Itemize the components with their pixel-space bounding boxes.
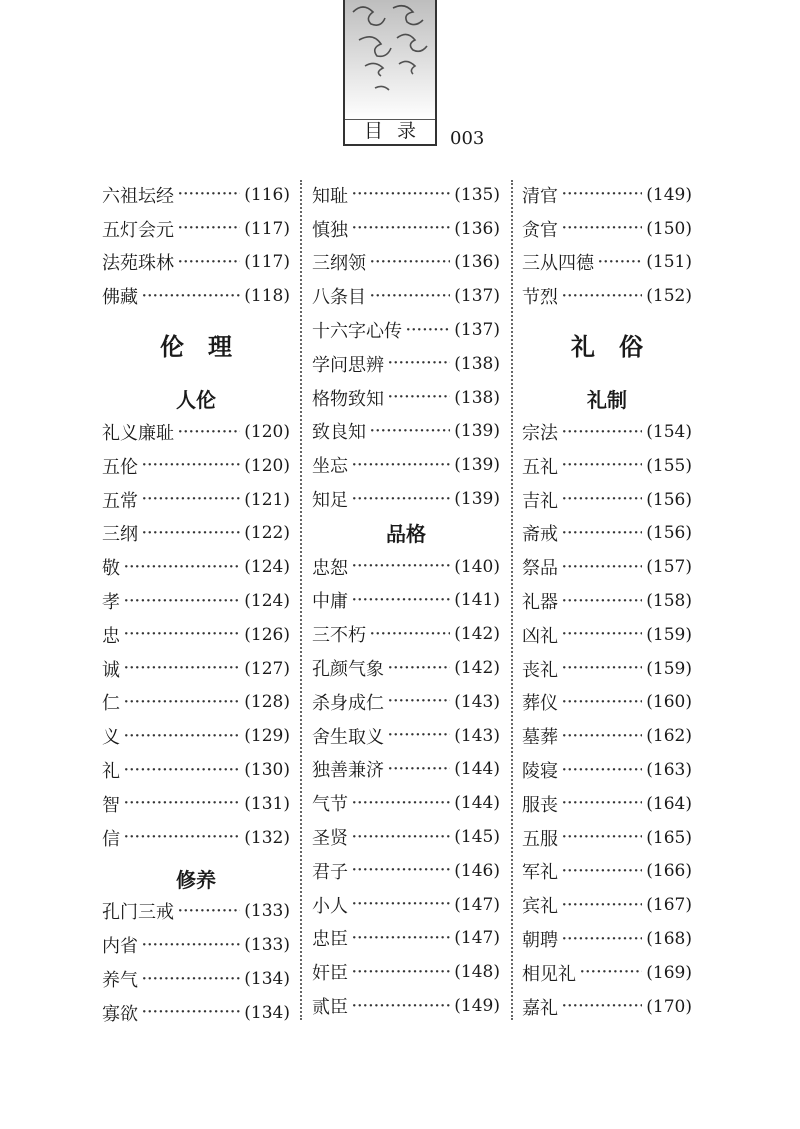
toc-entry[interactable]: [312, 279, 500, 313]
entry-page-number: (136): [454, 252, 500, 273]
entry-page-number: (162): [646, 726, 692, 747]
entry-page-number: (124): [244, 591, 290, 612]
entry-page-number: (159): [646, 658, 692, 679]
toc-entry[interactable]: [102, 962, 290, 996]
entry-page-number: (139): [454, 421, 500, 442]
entry-page-number: (142): [454, 658, 500, 679]
toc-entry[interactable]: [102, 652, 290, 686]
toc-entry[interactable]: [522, 246, 692, 280]
column-divider: [300, 180, 302, 1020]
entry-page-number: (143): [454, 691, 500, 712]
dot-leader: [562, 730, 642, 743]
dot-leader: [352, 898, 450, 911]
entry-page-number: (170): [646, 996, 692, 1017]
entry-title: 内省: [102, 936, 138, 958]
dot-leader: [142, 527, 240, 540]
toc-entry[interactable]: [102, 928, 290, 962]
toc-entry[interactable]: [522, 753, 692, 787]
toc-entry[interactable]: [102, 279, 290, 313]
entry-page-number: (117): [244, 252, 290, 273]
entry-page-number: (158): [646, 591, 692, 612]
entry-title: 小人: [312, 895, 348, 917]
entry-title: 养气: [102, 970, 138, 992]
dot-leader: [562, 527, 642, 540]
entry-title: 信: [102, 828, 120, 850]
dot-leader: [124, 797, 240, 810]
dot-leader: [580, 966, 642, 979]
entry-page-number: (137): [454, 286, 500, 307]
dot-leader: [562, 797, 642, 810]
entry-page-number: (149): [454, 996, 500, 1017]
entry-title: 三从四德: [522, 253, 594, 275]
toc-entry[interactable]: [312, 415, 500, 449]
dot-leader: [124, 662, 240, 675]
entry-title: 吉礼: [522, 490, 558, 512]
entry-title: 礼器: [522, 592, 558, 614]
entry-page-number: (136): [454, 218, 500, 239]
toc-entry[interactable]: [522, 212, 692, 246]
entry-title: 宾礼: [522, 896, 558, 918]
dot-leader: [142, 290, 240, 303]
entry-title: 五灯会元: [102, 219, 174, 241]
entry-page-number: (134): [244, 1002, 290, 1023]
entry-page-number: (147): [454, 928, 500, 949]
dot-leader: [388, 695, 450, 708]
dot-leader: [562, 831, 642, 844]
entry-title: 五礼: [522, 456, 558, 478]
entry-page-number: (149): [646, 184, 692, 205]
dot-leader: [562, 899, 642, 912]
dot-leader: [562, 662, 642, 675]
entry-title: 孔门三戒: [102, 902, 174, 924]
entry-title: 墓葬: [522, 727, 558, 749]
toc-entry[interactable]: [102, 753, 290, 787]
entry-page-number: (131): [244, 793, 290, 814]
entry-title: 斋戒: [522, 524, 558, 546]
dot-leader: [388, 662, 450, 675]
entry-page-number: (121): [244, 489, 290, 510]
entry-title: 独善兼济: [312, 760, 384, 782]
toc-entry[interactable]: [102, 686, 290, 720]
entry-title: 礼: [102, 761, 120, 783]
entry-title: 朝聘: [522, 930, 558, 952]
dot-leader: [562, 595, 642, 608]
entry-title: 凶礼: [522, 625, 558, 647]
entry-page-number: (150): [646, 218, 692, 239]
entry-page-number: (135): [454, 184, 500, 205]
entry-title: 圣贤: [312, 828, 348, 850]
entry-title: 舍生取义: [312, 726, 384, 748]
dot-leader: [370, 425, 450, 438]
entry-page-number: (166): [646, 861, 692, 882]
entry-title: 三不朽: [312, 625, 366, 647]
dot-leader: [562, 696, 642, 709]
dot-leader: [142, 939, 240, 952]
dot-leader: [124, 628, 240, 641]
toc-entry[interactable]: [522, 449, 692, 483]
entry-page-number: (137): [454, 320, 500, 341]
entry-page-number: (156): [646, 523, 692, 544]
entry-page-number: (154): [646, 422, 692, 443]
entry-title: 君子: [312, 861, 348, 883]
entry-page-number: (155): [646, 455, 692, 476]
dot-leader: [562, 764, 642, 777]
dot-leader: [598, 256, 642, 269]
entry-title: 服丧: [522, 794, 558, 816]
toc-entry[interactable]: [102, 584, 290, 618]
subsection-heading: 品格: [386, 522, 426, 547]
entry-page-number: (127): [244, 658, 290, 679]
entry-page-number: (120): [244, 455, 290, 476]
entry-title: 三纲: [102, 524, 138, 546]
entry-title: 贰臣: [312, 997, 348, 1019]
dot-leader: [352, 493, 450, 506]
toc-entry[interactable]: [102, 550, 290, 584]
toc-entry[interactable]: [522, 990, 692, 1024]
entry-page-number: (164): [646, 793, 692, 814]
toc-entry[interactable]: [102, 449, 290, 483]
dot-leader: [562, 222, 642, 235]
toc-entry[interactable]: [102, 787, 290, 821]
dot-leader: [352, 932, 450, 945]
toc-entry[interactable]: [312, 753, 500, 787]
entry-title: 陵寝: [522, 761, 558, 783]
dot-leader: [562, 459, 642, 472]
dot-leader: [142, 459, 240, 472]
dot-leader: [352, 966, 450, 979]
entry-title: 清官: [522, 185, 558, 207]
entry-page-number: (143): [454, 725, 500, 746]
toc-entry[interactable]: [522, 618, 692, 652]
toc-entry[interactable]: [312, 347, 500, 381]
dot-leader: [124, 561, 240, 574]
dot-leader: [388, 763, 450, 776]
toc-entry[interactable]: [522, 652, 692, 686]
dot-leader: [352, 864, 450, 877]
dot-leader: [562, 865, 642, 878]
toc-entry[interactable]: [522, 415, 692, 449]
toc-entry[interactable]: [522, 821, 692, 855]
entry-title: 知足: [312, 490, 348, 512]
toc-entry[interactable]: [312, 888, 500, 922]
entry-title: 气节: [312, 794, 348, 816]
dot-leader: [142, 1006, 240, 1019]
entry-title: 六祖坛经: [102, 185, 174, 207]
toc-entry[interactable]: [312, 617, 500, 651]
dot-leader: [124, 730, 240, 743]
toc-entry[interactable]: [522, 855, 692, 889]
toc-entry[interactable]: [522, 719, 692, 753]
entry-title: 丧礼: [522, 659, 558, 681]
dot-leader: [124, 764, 240, 777]
entry-page-number: (142): [454, 624, 500, 645]
cloud-pattern-icon: [345, 0, 435, 120]
subsection-heading: 人伦: [176, 388, 216, 413]
toc-entry[interactable]: [312, 313, 500, 347]
dot-leader: [352, 560, 450, 573]
entry-title: 佛藏: [102, 287, 138, 309]
toc-entry[interactable]: [312, 448, 500, 482]
entry-title: 仁: [102, 693, 120, 715]
toc-entry[interactable]: [522, 483, 692, 517]
page-number: 003: [450, 128, 485, 149]
toc-entry[interactable]: [312, 381, 500, 415]
entry-page-number: (133): [244, 901, 290, 922]
toc-entry[interactable]: [522, 888, 692, 922]
toc-entry[interactable]: [522, 956, 692, 990]
dot-leader: [352, 459, 450, 472]
entry-title: 相见礼: [522, 963, 576, 985]
entry-page-number: (139): [454, 489, 500, 510]
entry-page-number: (118): [244, 286, 290, 307]
dot-leader: [370, 628, 450, 641]
entry-title: 格物致知: [312, 388, 384, 410]
toc-entry[interactable]: [102, 996, 290, 1030]
toc-entry[interactable]: [522, 279, 692, 313]
entry-title: 诚: [102, 659, 120, 681]
toc-entry[interactable]: [522, 584, 692, 618]
entry-page-number: (138): [454, 353, 500, 374]
entry-title: 中庸: [312, 591, 348, 613]
entry-title: 五服: [522, 828, 558, 850]
entry-title: 嘉礼: [522, 997, 558, 1019]
entry-page-number: (130): [244, 760, 290, 781]
entry-page-number: (145): [454, 827, 500, 848]
toc-entry[interactable]: [102, 618, 290, 652]
entry-page-number: (139): [454, 455, 500, 476]
entry-page-number: (133): [244, 935, 290, 956]
entry-page-number: (144): [454, 759, 500, 780]
entry-page-number: (167): [646, 895, 692, 916]
entry-title: 忠: [102, 625, 120, 647]
entry-page-number: (124): [244, 557, 290, 578]
entry-page-number: (138): [454, 387, 500, 408]
dot-leader: [124, 696, 240, 709]
dot-leader: [370, 290, 450, 303]
entry-title: 寡欲: [102, 1003, 138, 1025]
dot-leader: [142, 493, 240, 506]
dot-leader: [562, 1000, 642, 1013]
toc-entry[interactable]: [102, 246, 290, 280]
toc-entry[interactable]: [102, 415, 290, 449]
dot-leader: [562, 628, 642, 641]
entry-page-number: (122): [244, 523, 290, 544]
entry-title: 孔颜气象: [312, 659, 384, 681]
entry-title: 知耻: [312, 185, 348, 207]
dot-leader: [562, 933, 642, 946]
entry-page-number: (151): [646, 252, 692, 273]
dot-leader: [388, 729, 450, 742]
entry-title: 忠恕: [312, 557, 348, 579]
entry-title: 礼义廉耻: [102, 423, 174, 445]
dot-leader: [406, 324, 450, 337]
dot-leader: [352, 831, 450, 844]
dot-leader: [352, 222, 450, 235]
toc-entry[interactable]: [102, 895, 290, 929]
dot-leader: [124, 831, 240, 844]
dot-leader: [178, 905, 240, 918]
dot-leader: [124, 595, 240, 608]
toc-column-1: [102, 178, 290, 1030]
toc-entry[interactable]: [312, 685, 500, 719]
entry-page-number: (165): [646, 827, 692, 848]
toc-entry[interactable]: [522, 550, 692, 584]
entry-title: 八条目: [312, 287, 366, 309]
toc-entry[interactable]: [312, 651, 500, 685]
toc-entry[interactable]: [102, 178, 290, 212]
toc-entry[interactable]: [312, 584, 500, 618]
toc-entry[interactable]: [312, 550, 500, 584]
dot-leader: [352, 594, 450, 607]
entry-title: 杀身成仁: [312, 692, 384, 714]
toc-column-3: [522, 178, 692, 1024]
section-heading: 礼俗: [571, 332, 667, 361]
toc-entry[interactable]: [522, 686, 692, 720]
toc-entry[interactable]: [522, 922, 692, 956]
toc-entry[interactable]: [312, 820, 500, 854]
header-emblem: [343, 0, 437, 146]
entry-page-number: (146): [454, 860, 500, 881]
entry-title: 忠臣: [312, 929, 348, 951]
subsection-heading: 礼制: [587, 388, 627, 413]
entry-page-number: (168): [646, 929, 692, 950]
dot-leader: [142, 973, 240, 986]
dot-leader: [352, 188, 450, 201]
entry-title: 义: [102, 727, 120, 749]
dot-leader: [178, 256, 240, 269]
dot-leader: [178, 426, 240, 439]
entry-title: 致良知: [312, 422, 366, 444]
entry-title: 敬: [102, 558, 120, 580]
toc-entry[interactable]: [312, 989, 500, 1023]
column-divider: [511, 180, 513, 1020]
dot-leader: [352, 1000, 450, 1013]
entry-title: 智: [102, 794, 120, 816]
entry-title: 奸臣: [312, 963, 348, 985]
emblem-title: 目录: [345, 119, 435, 142]
dot-leader: [178, 222, 240, 235]
entry-title: 孝: [102, 592, 120, 614]
toc-entry[interactable]: [102, 483, 290, 517]
entry-title: 五常: [102, 490, 138, 512]
dot-leader: [562, 561, 642, 574]
toc-column-2: [312, 178, 500, 1023]
dot-leader: [352, 797, 450, 810]
entry-page-number: (134): [244, 969, 290, 990]
entry-page-number: (126): [244, 624, 290, 645]
dot-leader: [562, 290, 642, 303]
toc-entry[interactable]: [102, 212, 290, 246]
entry-title: 三纲领: [312, 253, 366, 275]
dot-leader: [388, 357, 450, 370]
subsection-heading: 修养: [176, 867, 216, 892]
entry-page-number: (120): [244, 422, 290, 443]
entry-title: 宗法: [522, 423, 558, 445]
section-heading: 伦理: [160, 332, 256, 361]
entry-title: 学问思辨: [312, 354, 384, 376]
entry-page-number: (128): [244, 692, 290, 713]
entry-page-number: (160): [646, 692, 692, 713]
entry-title: 十六字心传: [312, 321, 402, 343]
entry-page-number: (116): [244, 184, 290, 205]
entry-page-number: (129): [244, 726, 290, 747]
dot-leader: [388, 391, 450, 404]
entry-page-number: (132): [244, 827, 290, 848]
entry-page-number: (148): [454, 962, 500, 983]
entry-page-number: (117): [244, 218, 290, 239]
entry-title: 五伦: [102, 456, 138, 478]
toc-entry[interactable]: [102, 719, 290, 753]
entry-page-number: (140): [454, 556, 500, 577]
toc-entry[interactable]: [522, 178, 692, 212]
entry-title: 坐忘: [312, 456, 348, 478]
dot-leader: [562, 426, 642, 439]
toc-entry[interactable]: [522, 787, 692, 821]
toc-entry[interactable]: [522, 517, 692, 551]
dot-leader: [178, 188, 240, 201]
toc-entry[interactable]: [102, 517, 290, 551]
entry-page-number: (156): [646, 489, 692, 510]
entry-title: 祭品: [522, 558, 558, 580]
entry-page-number: (144): [454, 793, 500, 814]
toc-entry[interactable]: [312, 246, 500, 280]
dot-leader: [370, 256, 450, 269]
toc-entry[interactable]: [312, 719, 500, 753]
toc-entry[interactable]: [312, 212, 500, 246]
entry-title: 节烈: [522, 287, 558, 309]
entry-page-number: (157): [646, 557, 692, 578]
entry-title: 慎独: [312, 219, 348, 241]
entry-title: 法苑珠林: [102, 253, 174, 275]
toc-entry[interactable]: [312, 922, 500, 956]
toc-entry[interactable]: [312, 854, 500, 888]
toc-entry[interactable]: [312, 955, 500, 989]
entry-page-number: (169): [646, 962, 692, 983]
toc-entry[interactable]: [312, 482, 500, 516]
entry-title: 军礼: [522, 862, 558, 884]
entry-page-number: (147): [454, 894, 500, 915]
entry-page-number: (163): [646, 760, 692, 781]
toc-entry[interactable]: [312, 786, 500, 820]
entry-title: 贪官: [522, 219, 558, 241]
entry-page-number: (159): [646, 624, 692, 645]
toc-entry[interactable]: [312, 178, 500, 212]
dot-leader: [562, 188, 642, 201]
entry-page-number: (152): [646, 286, 692, 307]
dot-leader: [562, 493, 642, 506]
entry-page-number: (141): [454, 590, 500, 611]
toc-entry[interactable]: [102, 821, 290, 855]
entry-title: 葬仪: [522, 693, 558, 715]
